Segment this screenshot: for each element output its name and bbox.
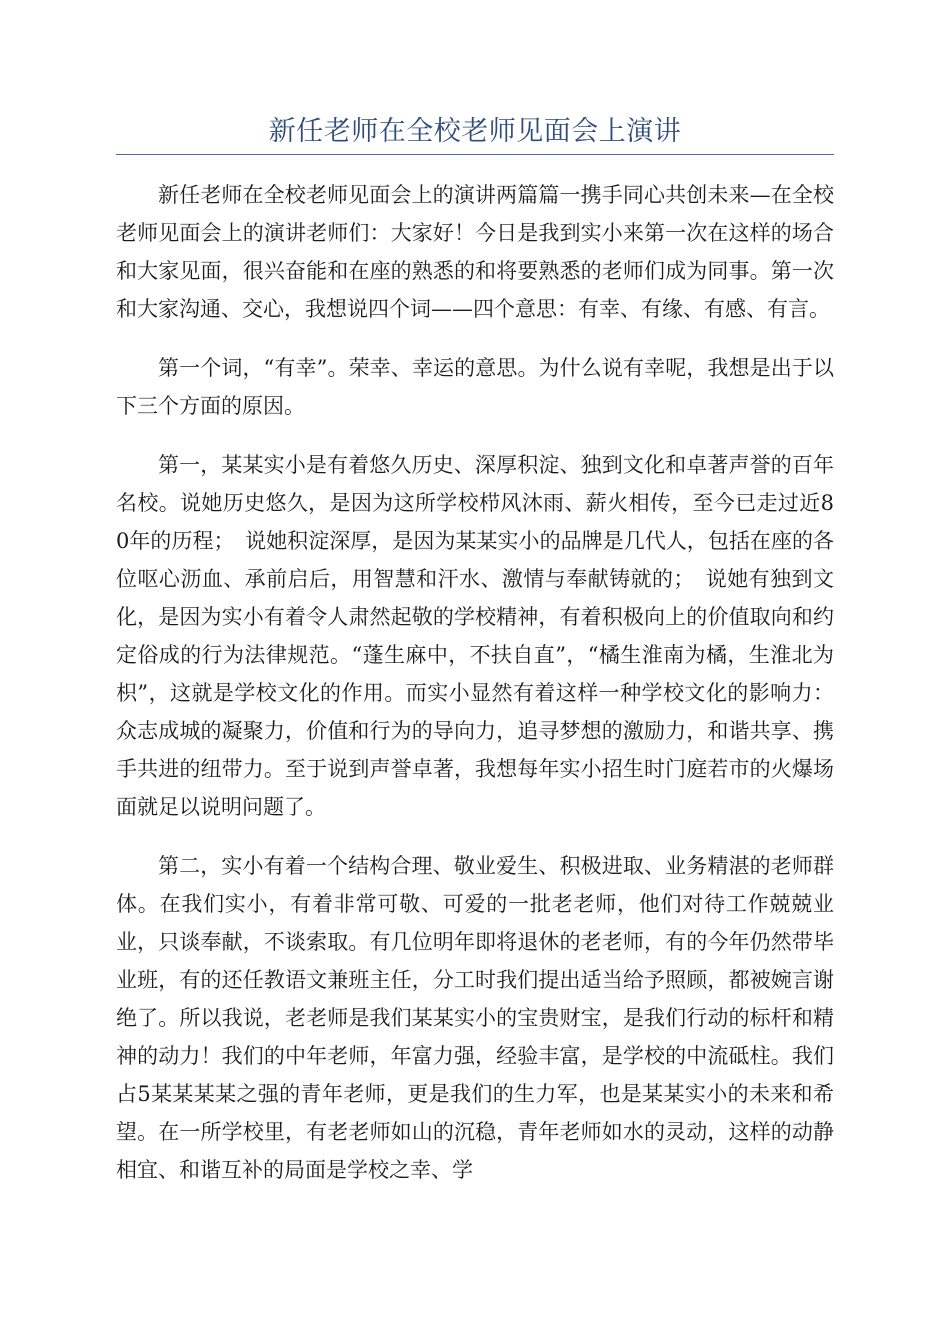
paragraph-3: 第一，某某实小是有着悠久历史、深厚积淀、独到文化和卓著声誉的百年名校。说她历史悠久，是因为这所学校栉风沐雨、薪火相传，至今已走过近80年的历程； 说她积淀深厚，是因为某某实小的品牌是几代人，包括在座的各位呕心沥血、承前启后，用智慧和汗水、激情与奉献铸就的； 说她有独到文化，是因为实小有着令人肃然起敬的学校精神，有着积极向上的价值取向和约定俗成的行为法律规范。“蓬生麻中，不扶自直”，“橘生淮南为橘，生淮北为枳”，这就是学校文化的作用。而实小显然有着这样一种学校文化的影响力：众志成城的凝聚力，价值和行为的导向力，追寻梦想的激励力，和谐共享、携手共进的纽带力。至于说到声誉卓著，我想每年实小招生时门庭若市的火爆场面就足以说明问题了。 [116, 453, 834, 819]
paragraph-2: 第一个词，“有幸”。荣幸、幸运的意思。为什么说有幸呢，我想是出于以下三个方面的原因。 [116, 356, 834, 418]
document-body [116, 176, 834, 1210]
paragraph-1: 新任老师在全校老师见面会上的演讲两篇篇一携手同心共创未来—在全校老师见面会上的演讲老师们：大家好！今日是我到实小来第一次在这样的场合和大家见面，很兴奋能和在座的熟悉的和将要熟悉的老师们成为同事。第一次和大家沟通、交心，我想说四个词——四个意思：有幸、有缘、有感、有言。 [116, 183, 834, 321]
paragraph-4: 第二，实小有着一个结构合理、敬业爱生、积极进取、业务精湛的老师群体。在我们实小，有着非常可敬、可爱的一批老老师，他们对待工作兢兢业业，只谈奉献，不谈索取。有几位明年即将退休的老老师，有的今年仍然带毕业班，有的还任教语文兼班主任，分工时我们提出适当给予照顾，都被婉言谢绝了。所以我说，老老师是我们某某实小的宝贵财宝，是我们行动的标杆和精神的动力！我们的中年老师，年富力强，经验丰富，是学校的中流砥柱。我们占5某某某某之强的青年老师，更是我们的生力军，也是某某实小的未来和希望。在一所学校里，有老老师如山的沉稳，青年老师如水的灵动，这样的动静相宜、和谐互补的局面是学校之幸、学 [116, 854, 834, 1182]
title-underline [116, 154, 834, 155]
document-title: 新任老师在全校老师见面会上演讲 [268, 116, 682, 147]
